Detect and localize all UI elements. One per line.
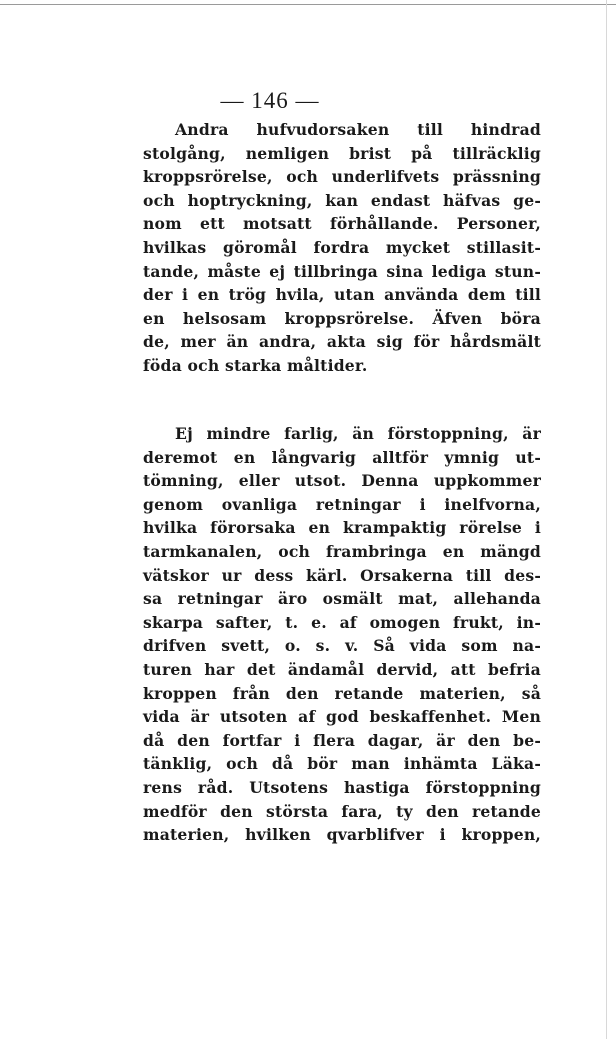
text-line: kroppsrörelse, och underlifvets prässning — [143, 167, 541, 187]
text-line: en helsosam kroppsrörelse. Äfven böra — [143, 308, 541, 328]
text-line: Ej mindre farlig, än förstoppning, är — [175, 424, 541, 443]
text-line: och hoptryckning, kan endast häfvas ge- — [143, 190, 541, 210]
paragraph-2 — [143, 422, 541, 847]
text-line: tänklig, och då bör man inhämta Läka- — [143, 754, 541, 774]
text-line: turen har det ändamål dervid, att befria — [143, 659, 541, 679]
page-number: — 146 — — [220, 88, 320, 113]
text-line: föda och starka måltider. — [143, 355, 368, 375]
text-line: vida är utsoten af god beskaffenhet. Men — [143, 707, 541, 727]
text-line: nom ett motsatt förhållande. Personer, — [143, 214, 541, 234]
text-line: hvilkas göromål fordra mycket stillasit- — [143, 237, 541, 257]
text-line: der i en trög hvila, utan använda dem till — [143, 285, 541, 305]
text-line: tömning, eller utsot. Denna uppkommer — [143, 471, 541, 491]
page-right-edge — [606, 0, 607, 1039]
text-line: skarpa safter, t. e. af omogen frukt, in- — [143, 612, 541, 632]
text-line: tarmkanalen, och frambringa en mängd — [143, 541, 541, 561]
text-line: deremot en långvarig alltför ymnig ut- — [143, 447, 541, 467]
text-line: stolgång, nemligen brist på tillräcklig — [143, 143, 541, 163]
text-line: medför den största fara, ty den retande — [143, 801, 541, 821]
text-line: drifven svett, o. s. v. Så vida som na- — [143, 636, 541, 656]
text-line: sa retningar äro osmält mat, allehanda — [143, 589, 541, 609]
text-line: materien, hvilken qvarblifver i kroppen, — [143, 825, 541, 845]
text-line: hvilka förorsaka en krampaktig rörelse i — [143, 518, 541, 538]
text-line: tande, måste ej tillbringa sina lediga stun- — [143, 261, 541, 281]
text-line: vätskor ur dess kärl. Orsakerna till des- — [143, 565, 541, 585]
text-line: rens råd. Utsotens hastiga förstoppning — [143, 777, 541, 797]
text-line: Andra hufvudorsaken till hindrad — [175, 120, 541, 139]
text-line: då den fortfar i flera dagar, är den be- — [143, 730, 541, 750]
text-line: kroppen från den retande materien, så — [143, 683, 541, 703]
text-line: de, mer än andra, akta sig för hårdsmält — [143, 332, 541, 352]
paragraph-1 — [143, 118, 541, 378]
text-line: genom ovanliga retningar i inelfvorna, — [143, 494, 541, 514]
page-edge-rule — [0, 4, 616, 5]
